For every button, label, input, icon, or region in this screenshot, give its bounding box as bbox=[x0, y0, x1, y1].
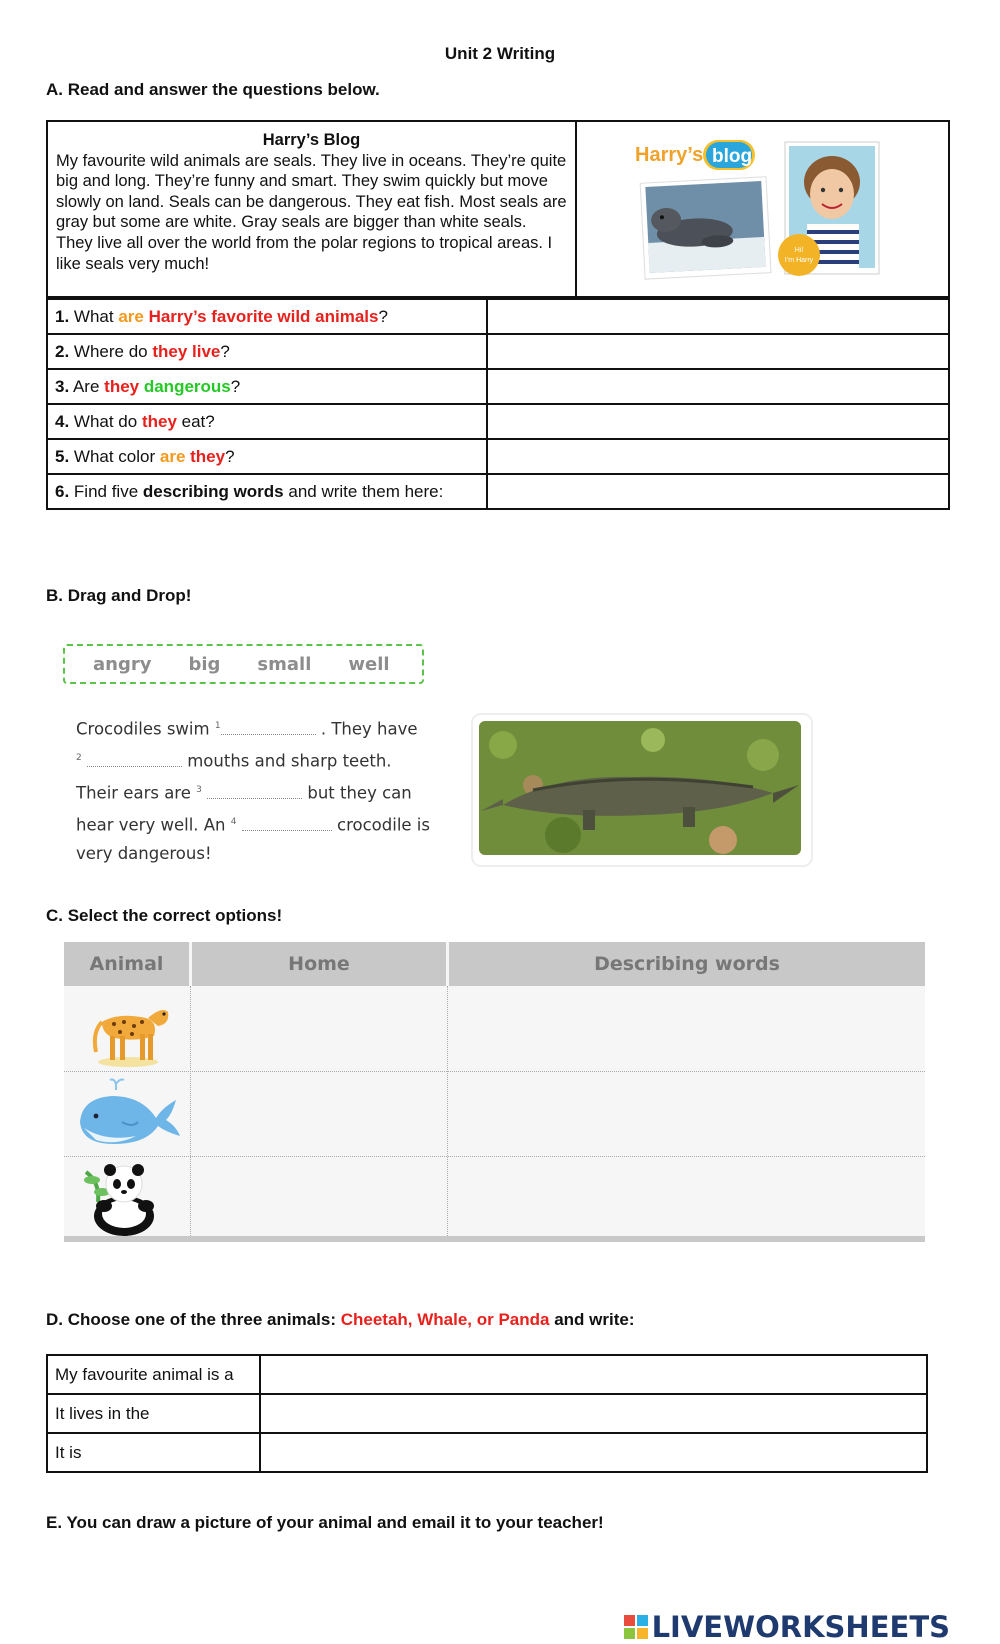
logo-blog-text: blog bbox=[712, 146, 753, 167]
word-chip-angry[interactable]: angry bbox=[93, 653, 152, 675]
section-c-heading: C. Select the correct options! bbox=[46, 906, 283, 925]
blog-image-cell bbox=[577, 122, 948, 296]
question-part: What do bbox=[69, 411, 142, 431]
header-animal: Animal bbox=[64, 942, 189, 986]
text-line: very dangerous! bbox=[76, 844, 212, 863]
question-text bbox=[47, 334, 487, 369]
section-b-heading: B. Drag and Drop! bbox=[46, 586, 192, 605]
section-d-animal-options: Cheetah, Whale, or Panda bbox=[340, 1310, 550, 1329]
home-answer-cheetah[interactable] bbox=[193, 989, 443, 1068]
section-a-heading: A. Read and answer the questions below. bbox=[46, 80, 380, 99]
text-line: Their ears are bbox=[76, 783, 191, 803]
question-part: they live bbox=[152, 341, 221, 361]
question-number: 3. bbox=[55, 376, 70, 396]
question-number: 4. bbox=[55, 411, 70, 431]
crocodile-photo bbox=[471, 713, 813, 867]
answer-input-5[interactable] bbox=[487, 439, 949, 474]
animals-table bbox=[64, 942, 925, 1242]
question-part: are bbox=[159, 446, 191, 466]
header-describing-words: Describing words bbox=[449, 942, 925, 986]
question-part: eat? bbox=[176, 411, 215, 431]
blank-number: 4 bbox=[230, 817, 237, 827]
cheetah-icon bbox=[88, 992, 172, 1068]
question-part: are bbox=[118, 306, 149, 326]
blog-paragraph: My favourite wild animals are seals. They live in oceans. They’re quite big and long. They’re funny and smart. They swim quickly but move slowly on land. Seals can be dangerous. They eat fish. Most seals are gray but some are white. Gray seals are bigger than white seals. They live all over the world from the polar regions to tropical areas. I like seals very much! bbox=[56, 151, 567, 273]
answer-input-2[interactable] bbox=[487, 334, 949, 369]
question-part: ? bbox=[230, 376, 241, 396]
describing-answer-whale[interactable] bbox=[450, 1074, 922, 1153]
logo-text: LIVEWORKSHEETS bbox=[651, 1610, 950, 1644]
text-line: Crocodiles swim bbox=[76, 719, 210, 739]
answer-input-it-is[interactable] bbox=[260, 1433, 927, 1472]
home-answer-whale[interactable] bbox=[193, 1074, 443, 1153]
harry-blog-picture bbox=[577, 122, 948, 296]
writing-table bbox=[46, 1354, 928, 1473]
row-label-lives: It lives in the bbox=[47, 1394, 260, 1433]
word-chip-small[interactable]: small bbox=[257, 653, 312, 675]
whale-icon bbox=[76, 1078, 182, 1150]
question-row bbox=[47, 334, 949, 369]
question-part: What bbox=[69, 306, 119, 326]
logo-harrys-text: Harry’s bbox=[635, 144, 704, 166]
answer-input-4[interactable] bbox=[487, 404, 949, 439]
blog-box bbox=[46, 120, 950, 298]
blank-number: 3 bbox=[196, 785, 202, 795]
drop-blank-2[interactable] bbox=[87, 750, 182, 767]
drop-blank-1[interactable] bbox=[221, 718, 316, 735]
badge-im-harry: I’m Harry bbox=[784, 257, 814, 264]
question-text bbox=[47, 404, 487, 439]
drop-blank-4[interactable] bbox=[242, 814, 332, 831]
section-e-heading: E. You can draw a picture of your animal and email it to your teacher! bbox=[46, 1513, 604, 1532]
question-row bbox=[47, 299, 949, 334]
section-d-heading-end: and write: bbox=[549, 1310, 635, 1329]
answer-input-lives[interactable] bbox=[260, 1394, 927, 1433]
question-part: ? bbox=[220, 341, 230, 361]
question-part: ? bbox=[225, 446, 235, 466]
question-part: they bbox=[104, 376, 144, 396]
question-row bbox=[47, 404, 949, 439]
blank-number: 2 bbox=[76, 753, 82, 763]
question-part: Find five bbox=[69, 481, 143, 501]
question-part: they bbox=[141, 411, 177, 431]
word-chip-big[interactable]: big bbox=[188, 653, 221, 675]
question-part: they bbox=[190, 446, 226, 466]
section-d-heading bbox=[46, 1310, 635, 1330]
question-text bbox=[47, 369, 487, 404]
crocodile-text bbox=[76, 712, 456, 869]
home-answer-panda[interactable] bbox=[193, 1159, 443, 1234]
row-label-favourite: My favourite animal is a bbox=[47, 1355, 260, 1394]
question-part: What color bbox=[69, 446, 160, 466]
question-part: Harry’s favorite wild animals bbox=[148, 306, 379, 326]
blank-number: 1 bbox=[214, 721, 221, 731]
table-row bbox=[47, 1394, 927, 1433]
question-text bbox=[47, 474, 487, 509]
answer-input-3[interactable] bbox=[487, 369, 949, 404]
text-line: but they can bbox=[307, 783, 412, 803]
question-part: dangerous bbox=[143, 376, 231, 396]
question-part: ? bbox=[378, 306, 388, 326]
question-part: Are bbox=[69, 376, 105, 396]
table-row bbox=[47, 1433, 927, 1472]
question-number: 6. bbox=[55, 481, 70, 501]
text-line: hear very well. An bbox=[76, 815, 226, 835]
blog-text-cell bbox=[48, 122, 577, 296]
badge-hi: Hi! bbox=[794, 247, 804, 254]
answer-input-favourite[interactable] bbox=[260, 1355, 927, 1394]
answer-input-6[interactable] bbox=[487, 474, 949, 509]
question-number: 1. bbox=[55, 306, 70, 326]
page-title: Unit 2 Writing bbox=[444, 44, 556, 63]
question-number: 2. bbox=[55, 341, 70, 361]
question-text bbox=[47, 439, 487, 474]
panda-icon bbox=[80, 1162, 164, 1238]
question-number: 5. bbox=[55, 446, 70, 466]
text-line: . They have bbox=[320, 719, 418, 739]
question-row bbox=[47, 474, 949, 509]
table-row bbox=[47, 1355, 927, 1394]
word-chip-well[interactable]: well bbox=[348, 653, 390, 675]
question-part: Where do bbox=[69, 341, 153, 361]
question-part: describing words bbox=[142, 481, 284, 501]
header-home: Home bbox=[192, 942, 446, 986]
drop-blank-3[interactable] bbox=[207, 782, 302, 799]
word-bank bbox=[63, 644, 424, 684]
crocodile-image bbox=[473, 715, 807, 861]
text-line: mouths and sharp teeth. bbox=[187, 751, 392, 771]
question-row bbox=[47, 369, 949, 404]
question-row bbox=[47, 439, 949, 474]
question-text bbox=[47, 299, 487, 334]
questions-table bbox=[46, 298, 950, 510]
row-label-it-is: It is bbox=[47, 1433, 260, 1472]
text-line: crocodile is bbox=[337, 815, 430, 835]
question-part: and write them here: bbox=[283, 481, 444, 501]
liveworksheets-logo bbox=[624, 1610, 950, 1644]
answer-input-1[interactable] bbox=[487, 299, 949, 334]
logo-grid-icon bbox=[624, 1615, 648, 1639]
blog-title: Harry’s Blog bbox=[262, 131, 361, 149]
section-d-heading-text: D. Choose one of the three animals: bbox=[46, 1310, 341, 1329]
describing-answer-panda[interactable] bbox=[450, 1159, 922, 1234]
describing-answer-cheetah[interactable] bbox=[450, 989, 922, 1068]
